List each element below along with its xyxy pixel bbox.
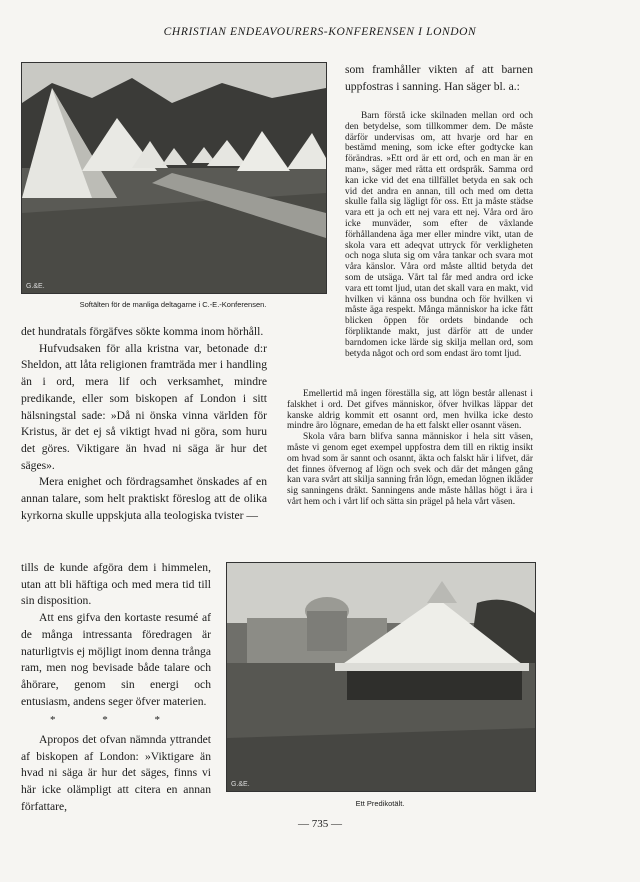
photo-mark: G.&E. (231, 781, 250, 788)
quote-paragraph-1: Barn förstå icke skilnaden mellan ord och den betydelse, som tillkommer dem. De måste därför undervisas om, att hvarje ord har en bestämd mening, som icke efter godtycke kan förändras. »Ett ord är ett ord, och en man är en man», säger med rätta ett ordspråk. Samma ord kan icke vid det ena tillfället betyda en sak och vid det andra en annan, till och med om detta skulle falla sig lägligt för oss. Ett ja måste städse vara ett ja och ett nej vara ett nej. Våra ord äro icke munväder, som efter de växlande förhållandena äga mer eller mindre vikt, utan de skola vara ett adeqvat uttryck för verkligheten och noga sluta sig om våra tankar och svara mot våra känslor. Våra ord måste alltid betyda det som de utsäga. Vårt tal får med andra ord icke vara ett tomt ljud, utan det skall vara en makt, vid hvilken vi känna oss bundna och för hvilken vi måste äga respekt. Många människor ha icke fått blicken öppen för ordets bindande och förpliktande makt, just därför att de under barndomen icke lärde sig skilja mellan ord, som betyda något och ord som endast äro tomt ljud. (345, 111, 533, 359)
page-number: — 735 — (298, 818, 342, 830)
quote-paragraph-2: Emellertid må ingen föreställa sig, att lögn består allenast i falskhet i ord. Det gifves människor, öfver hvilkas läppar det kanske aldrig kommit ett osannt ord, men hvilka icke desto mindre äro lögnare, emedan de ha ett falskt eller osannt väsen. (287, 389, 533, 432)
preaching-tent-illustration (227, 563, 535, 791)
right-intro: som framhåller vikten af att barnen uppfostras i sanning. Han säger bl. a.: (345, 63, 533, 93)
running-header: CHRISTIAN ENDEAVOURERS-KONFERENSEN I LONDON (163, 26, 477, 38)
tents-illustration (22, 63, 326, 293)
photo-mark: G.&E. (26, 283, 45, 290)
section-divider-stars: * * * (50, 714, 182, 727)
quote-block-top (345, 111, 533, 359)
left-paragraph-3a: Mera enighet och fördragsamhet önskades af en annan talare, som helt praktiskt föreslog att de olika kyrkorna skulle uppskjuta alla teologiska tvister — (21, 475, 267, 522)
left-paragraph-5: Apropos det ofvan nämnda yttrandet af biskopen af London: »Viktigare än hvad ni säga är hur det säges, finns vi här icke olämpligt att citera en annan författare, (21, 733, 211, 813)
preaching-tent-photo (226, 562, 536, 792)
figure2-caption: Ett Predikotält. (355, 799, 405, 808)
left-paragraph-1: det hundratals förgäfves sökte komma inom hörhåll. (21, 325, 264, 338)
tents-photo (21, 62, 327, 294)
figure1-caption: Softälten för de manliga deltagarne i C.-E.-Konferensen. (79, 300, 267, 309)
left-column-lower (21, 560, 211, 816)
left-paragraph-3b: tills de kunde afgöra dem i himmelen, utan att bli häftiga och med mera tid till sin disposition. (21, 561, 211, 608)
quote-paragraph-3: Skola våra barn blifva sanna människor i hela sitt väsen, måste vi genom eget exempel uppfostra dem till en riktig insikt om hvad som är sannt och osannt, äkta och falskt här i lifvet, där det finnes öfvernog af lögn och svek och där det mången gång kan vara svårt att skilja sanning från lögn, emedan lögnen ikläder sig sanningens dräkt. Sanningens ande måste hållas högt i ära i vårt hem och i vårt lif och sätta sin prägel på hela vårt väsen. (287, 432, 533, 507)
quote-block-bottom (287, 325, 533, 508)
left-paragraph-4: Att ens gifva den kortaste resumé af de många intressanta föredragen är naturligtvis ej möjligt inom denna trånga ram, men nog bevisade både talare och åhörare, genom sin energi och entusiasm, andens seger öfver materien. (21, 611, 211, 708)
left-paragraph-2: Hufvudsaken för alla kristna var, betonade d:r Sheldon, att låta religionen framträda mer i handling än i ord, mera lif och verksamhet, mindre predikande, eller som biskopen af London i sitt hälsningstal sade: »Då ni önska vinna världen för Kristus, är det ej så viktigt hvad ni göra, som huru det göres. Viktigare än hvad ni säga är hur det säges». (21, 341, 267, 472)
left-column (21, 324, 267, 524)
